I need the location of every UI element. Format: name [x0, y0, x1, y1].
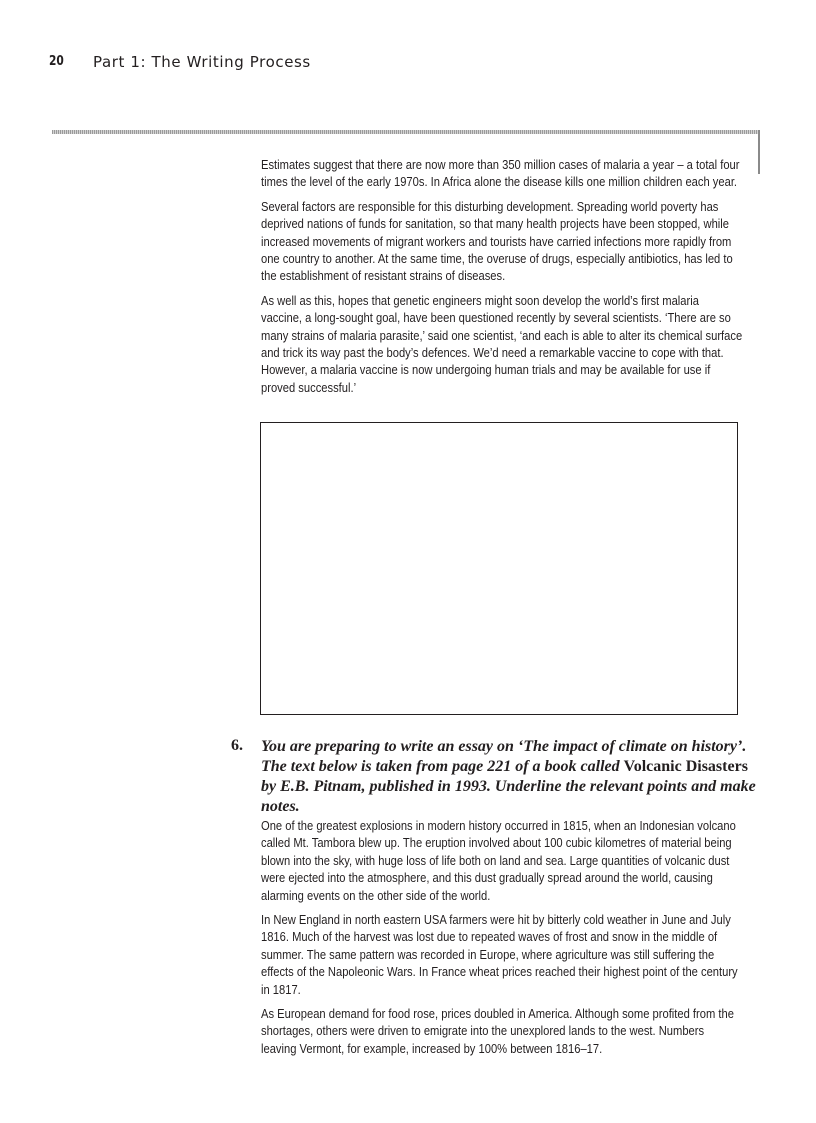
task-paragraph: In New England in north eastern USA farmers were hit by bitterly cold weather in June and July 1816. Much of the harvest was lost due to repeated waves of frost and snow in the middle of summer. The same pattern was recorded in Europe, where agriculture was still suffering the effects of the Napoleonic Wars. In France wheat prices reached their highest point of the century in 1817.: [261, 912, 738, 997]
header-rule: [52, 130, 759, 134]
notes-answer-box[interactable]: [260, 422, 738, 715]
task-number: 6.: [231, 737, 243, 754]
book-title: Volcanic Disasters: [623, 758, 748, 775]
task-paragraph: As European demand for food rose, prices doubled in America. Although some profited from the shortages, others were driven to emigrate into the unexplored lands to the west. Numbers leaving Vermont, for example, increased by 100% between 1816–17.: [261, 1006, 734, 1056]
volcano-passage: [261, 817, 771, 1064]
task-paragraph: One of the greatest explosions in modern history occurred in 1815, when an Indonesian volcano called Mt. Tambora blew up. The eruption involved about 100 cubic kilometres of material being blown into the sky, with huge loss of life both on land and sea. Large quantities of volcanic dust were ejected into the atmosphere, and this dust gradually spread around the world, causing alarming events on the other side of the world.: [261, 818, 736, 903]
passage-paragraph: Estimates suggest that there are now more than 350 million cases of malaria a year – a total four times the level of the early 1970s. In Africa alone the disease kills one million children each year.: [261, 157, 740, 190]
malaria-passage: [261, 156, 771, 403]
task-instruction-before: You are preparing to write an essay on ‘The impact of climate on history’. The text below is taken from page 221 of a book called: [261, 738, 747, 775]
running-title: Part 1: The Writing Process: [93, 53, 311, 71]
task-instruction: [261, 737, 766, 817]
task-instruction-after: by E.B. Pitnam, published in 1993. Underline the relevant points and make notes.: [261, 778, 756, 815]
page-number: 20: [49, 54, 64, 69]
passage-paragraph: As well as this, hopes that genetic engineers might soon develop the world’s first malaria vaccine, a long-sought goal, have been questioned recently by several scientists. ‘There are so many strains of malaria parasite,’ said one scientist, ‘and each is able to alter its chemical surface and trick its way past the body’s defences. We’d need a remarkable vaccine to cope with that. However, a malaria vaccine is now undergoing human trials and may be available for use if proved successful.’: [261, 292, 743, 395]
passage-paragraph: Several factors are responsible for this disturbing development. Spreading world poverty has deprived nations of funds for sanitation, so that many health projects have been stopped, while increased movements of migrant workers and tourists have carried infections more rapidly from one country to another. At the same time, the overuse of drugs, especially antibiotics, has led to the establishment of resistant strains of diseases.: [261, 198, 733, 284]
